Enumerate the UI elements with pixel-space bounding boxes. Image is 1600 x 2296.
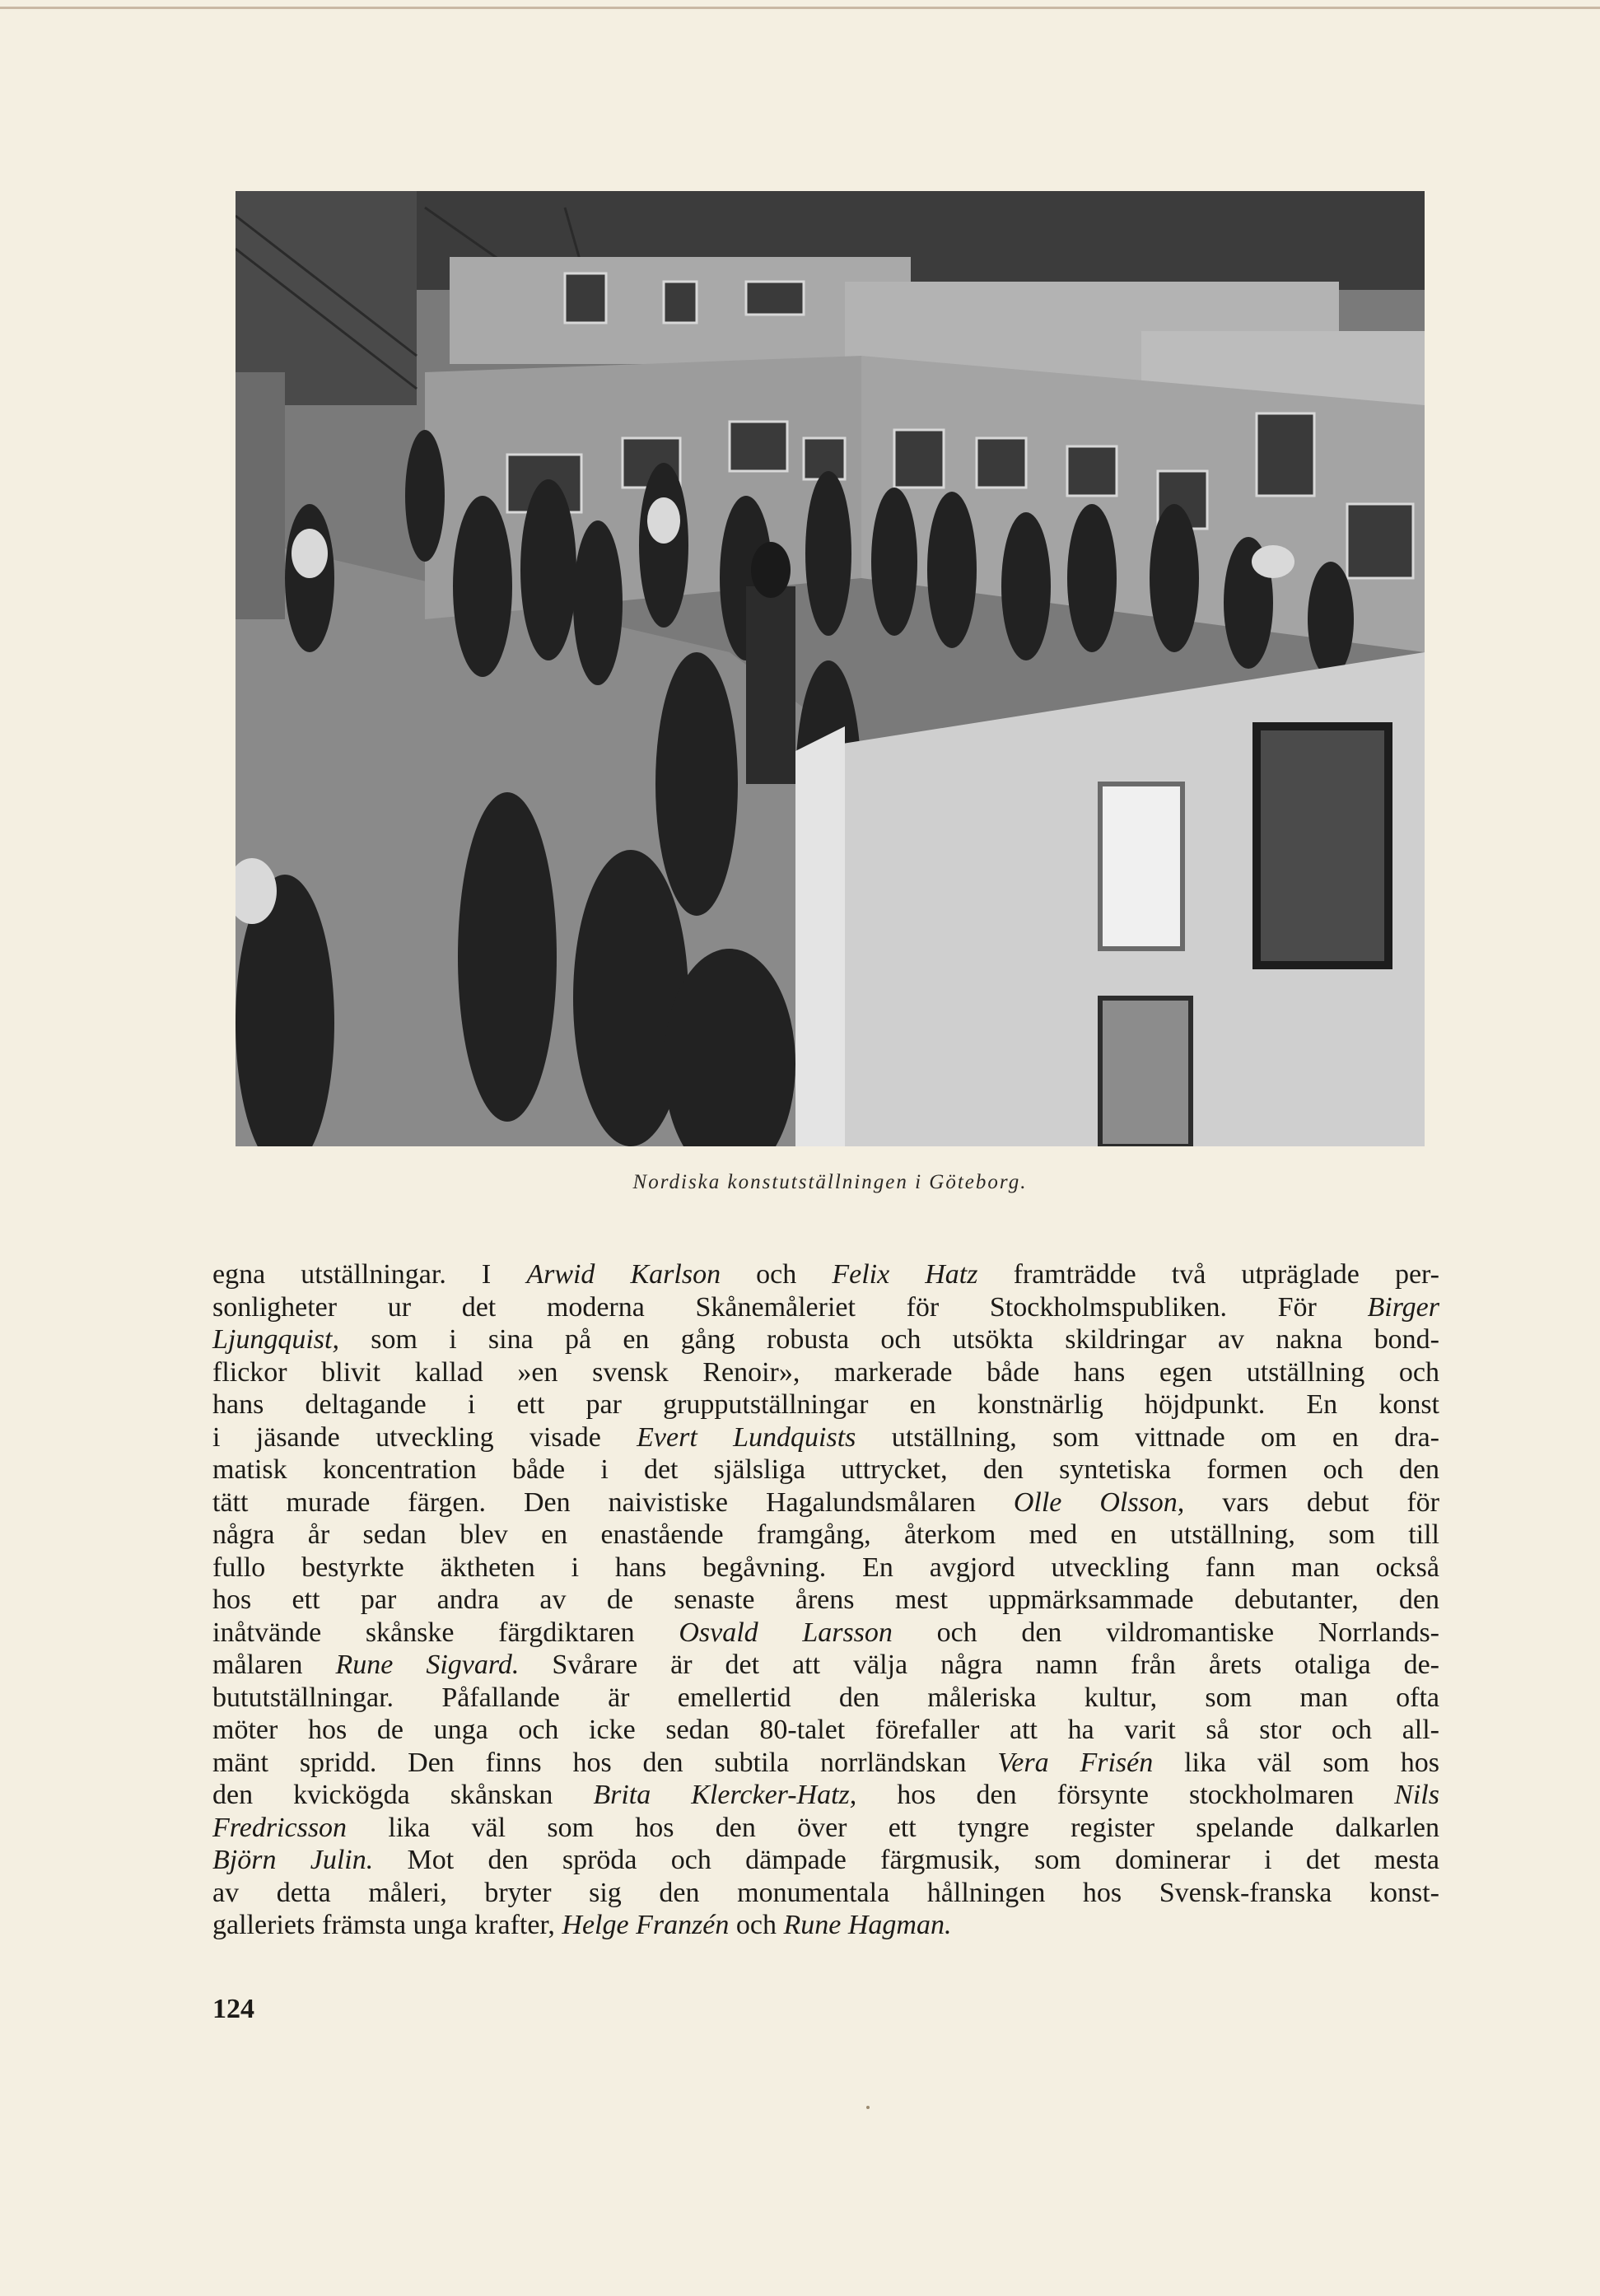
italic-name: Birger: [1367, 1291, 1439, 1323]
text-line: [212, 1714, 1439, 1747]
italic-name: Nils: [1394, 1780, 1439, 1810]
page-number: 124: [212, 1994, 254, 2024]
italic-name: Fredricsson: [212, 1812, 348, 1843]
text-run: inåtvände skånske färgdiktaren: [212, 1617, 679, 1648]
italic-name: Arwid Karlson: [526, 1259, 721, 1290]
text-run: utställning, som vittnade om en dra-: [856, 1421, 1439, 1453]
text-run: galleriets främsta unga krafter,: [212, 1910, 562, 1940]
italic-name: Evert Lundquists: [637, 1421, 856, 1453]
body-paragraph: [212, 1258, 1439, 1942]
text-run: möter hos de unga och icke sedan 80-talet förefaller att ha varit så stor och all-: [212, 1715, 1439, 1745]
text-line: [212, 1584, 1439, 1617]
italic-name: Rune Hagman.: [783, 1910, 952, 1940]
text-line: [212, 1291, 1439, 1324]
exhibition-hall-illustration: [236, 191, 1425, 1146]
text-run: som i sina på en gång robusta och utsökta skildringar av nakna bond-: [338, 1324, 1439, 1355]
italic-name: Helge Franzén: [562, 1910, 730, 1940]
text-run: och: [729, 1910, 784, 1940]
text-run: tätt murade färgen. Den naivistiske Hagalundsmålaren: [212, 1486, 1014, 1518]
italic-name: Ljungquist,: [212, 1324, 339, 1355]
italic-name: Osvald Larsson: [679, 1617, 893, 1648]
text-line: [212, 1486, 1439, 1519]
text-line: [212, 1877, 1439, 1910]
italic-name: Björn Julin.: [212, 1845, 374, 1875]
text-line: [212, 1682, 1439, 1715]
text-run: sonligheter ur det moderna Skånemåleriet för Stockholmspubliken. För: [212, 1291, 1368, 1323]
text-line: [212, 1519, 1439, 1552]
text-run: hos ett par andra av de senaste årens mest uppmärksammade debutanter, den: [212, 1584, 1439, 1615]
italic-name: Rune Sigvard.: [335, 1650, 520, 1680]
italic-name: Felix Hatz: [832, 1259, 978, 1290]
text-run: fullo bestyrkte äktheten i hans begåvning. En avgjord utveckling fann man också: [212, 1552, 1439, 1583]
text-run: i jäsande utveckling visade: [212, 1421, 637, 1453]
exhibition-photograph: [236, 191, 1425, 1146]
text-line: [212, 1323, 1439, 1356]
text-run: mänt spridd. Den finns hos den subtila norrländskan: [212, 1747, 998, 1778]
text-line: [212, 1421, 1439, 1454]
text-run: vars debut för: [1184, 1486, 1440, 1518]
photo-caption: Nordiska konstutställningen i Göteborg.: [632, 1171, 1028, 1193]
text-run: och: [721, 1259, 833, 1290]
text-run: hans deltagande i ett par grupputställningar en konstnärlig höjdpunkt. En konst: [212, 1389, 1439, 1420]
italic-name: Vera Frisén: [997, 1747, 1154, 1778]
text-line: [212, 1747, 1439, 1780]
text-run: lika väl som hos: [1153, 1747, 1440, 1778]
text-line: [212, 1356, 1439, 1389]
top-edge-rule: [0, 7, 1600, 9]
text-run: och den vildromantiske Norrlands-: [892, 1617, 1440, 1648]
text-run: Svårare är det att välja några namn från årets otaliga de-: [519, 1650, 1439, 1680]
text-line: [212, 1552, 1439, 1584]
text-line: [212, 1779, 1439, 1812]
text-run: framträdde två utpräglade per-: [977, 1259, 1439, 1290]
text-run: egna utställningar. I: [212, 1259, 527, 1290]
text-run: hos den försynte stockholmaren: [856, 1780, 1395, 1810]
print-speck: [866, 2106, 870, 2109]
text-line: [212, 1909, 1439, 1942]
text-run: bututställningar. Påfallande är emellertid den måleriska kultur, som man ofta: [212, 1682, 1439, 1713]
text-run: några år sedan blev en enastående framgång, återkom med en utställning, som till: [212, 1519, 1439, 1550]
italic-name: Brita Klercker-Hatz,: [593, 1780, 857, 1810]
text-line: [212, 1844, 1439, 1877]
text-run: Mot den spröda och dämpade färgmusik, som dominerar i det mesta: [373, 1845, 1439, 1875]
text-line: [212, 1617, 1439, 1650]
text-line: [212, 1649, 1439, 1682]
text-run: lika väl som hos den över ett tyngre register spelande dalkarlen: [347, 1812, 1439, 1843]
italic-name: Olle Olsson,: [1013, 1486, 1185, 1518]
text-run: målaren: [212, 1650, 336, 1680]
text-run: av detta måleri, bryter sig den monumentala hållningen hos Svensk-franska konst-: [212, 1877, 1439, 1908]
text-run: flickor blivit kallad »en svensk Renoir», markerade både hans egen utställning och: [212, 1356, 1439, 1388]
text-line: [212, 1258, 1439, 1291]
text-line: [212, 1454, 1439, 1486]
text-run: den kvickögda skånskan: [212, 1780, 594, 1810]
text-line: [212, 1812, 1439, 1845]
text-run: matisk koncentration både i det själsliga uttrycket, den syntetiska formen och den: [212, 1454, 1439, 1485]
text-line: [212, 1388, 1439, 1421]
